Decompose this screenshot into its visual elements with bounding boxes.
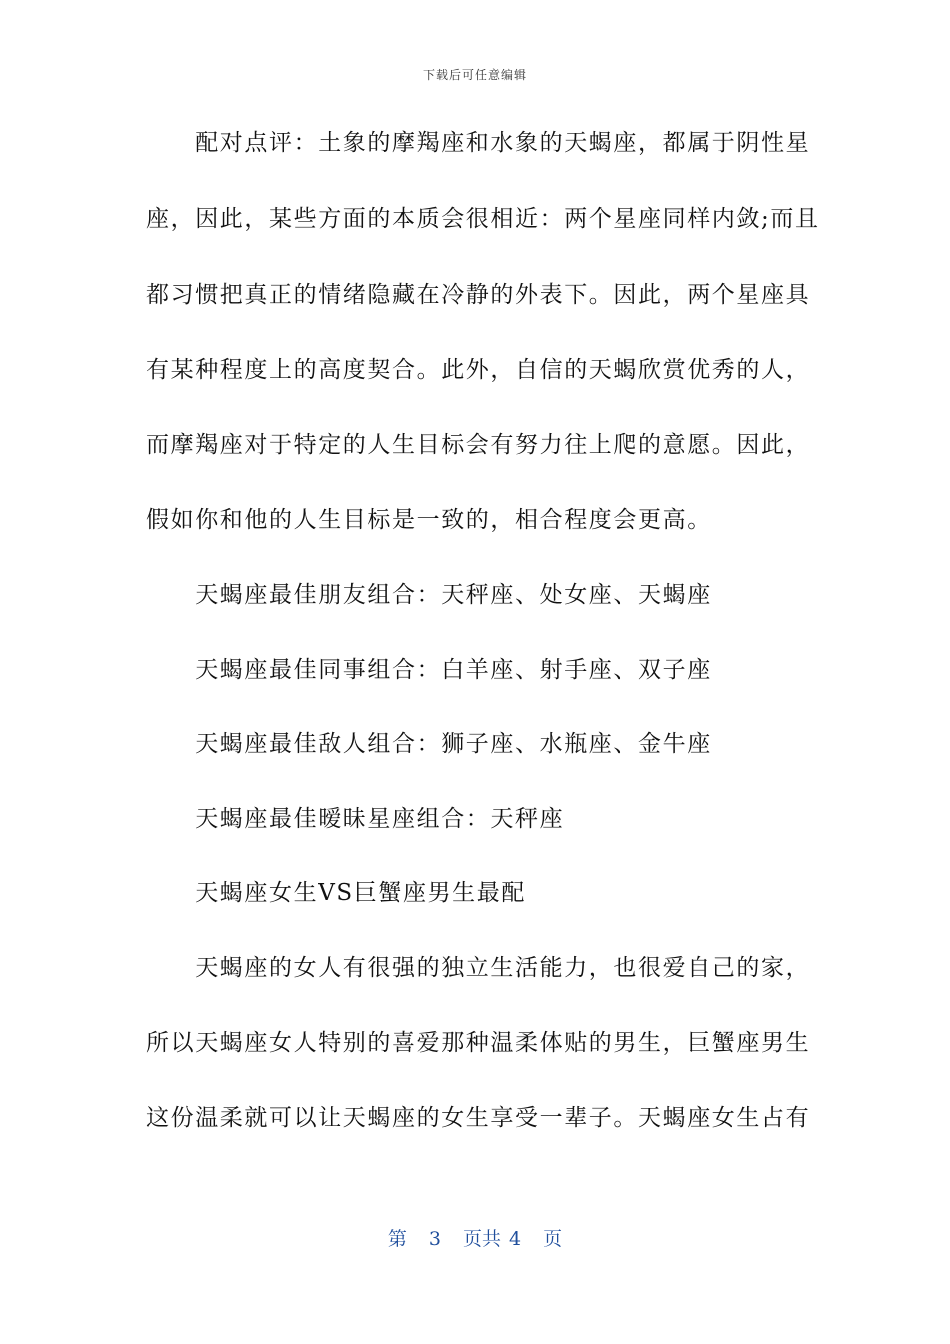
text-line-3: 都习惯把真正的情绪隐藏在冷静的外表下。因此，两个星座具 bbox=[146, 282, 811, 308]
footer-total-pages: 4 bbox=[509, 1228, 522, 1250]
text-line-5: 而摩羯座对于特定的人生目标会有努力往上爬的意愿。因此， bbox=[146, 432, 811, 458]
text-line-4: 有某种程度上的高度契合。此外，自信的天蝎欣赏优秀的人， bbox=[146, 357, 811, 383]
footer-prefix: 第 bbox=[387, 1228, 407, 1250]
text-line-7: 天蝎座最佳朋友组合：天秤座、处女座、天蝎座 bbox=[146, 582, 712, 608]
text-line-11: 天蝎座女生VS巨蟹座男生最配 bbox=[146, 880, 526, 906]
page-footer bbox=[0, 1224, 950, 1251]
footer-suffix: 页 bbox=[543, 1228, 563, 1250]
text-line-6: 假如你和他的人生目标是一致的，相合程度会更高。 bbox=[146, 507, 712, 533]
footer-middle: 页共 bbox=[462, 1228, 501, 1250]
footer-current-page: 3 bbox=[428, 1228, 441, 1250]
header-note: 下载后可任意编辑 bbox=[422, 68, 527, 82]
text-line-9: 天蝎座最佳敌人组合：狮子座、水瓶座、金牛座 bbox=[146, 731, 712, 757]
text-line-13: 所以天蝎座女人特别的喜爱那种温柔体贴的男生，巨蟹座男生 bbox=[146, 1030, 811, 1056]
text-line-8: 天蝎座最佳同事组合：白羊座、射手座、双子座 bbox=[146, 657, 712, 683]
text-line-10: 天蝎座最佳暧昧星座组合：天秤座 bbox=[146, 806, 565, 832]
text-line-1: 配对点评：土象的摩羯座和水象的天蝎座，都属于阴性星 bbox=[146, 130, 811, 156]
text-line-14: 这份温柔就可以让天蝎座的女生享受一辈子。天蝎座女生占有 bbox=[146, 1105, 811, 1131]
text-line-12: 天蝎座的女人有很强的独立生活能力，也很爱自己的家， bbox=[146, 955, 811, 981]
text-line-2: 座，因此，某些方面的本质会很相近：两个星座同样内敛;而且 bbox=[146, 206, 820, 232]
